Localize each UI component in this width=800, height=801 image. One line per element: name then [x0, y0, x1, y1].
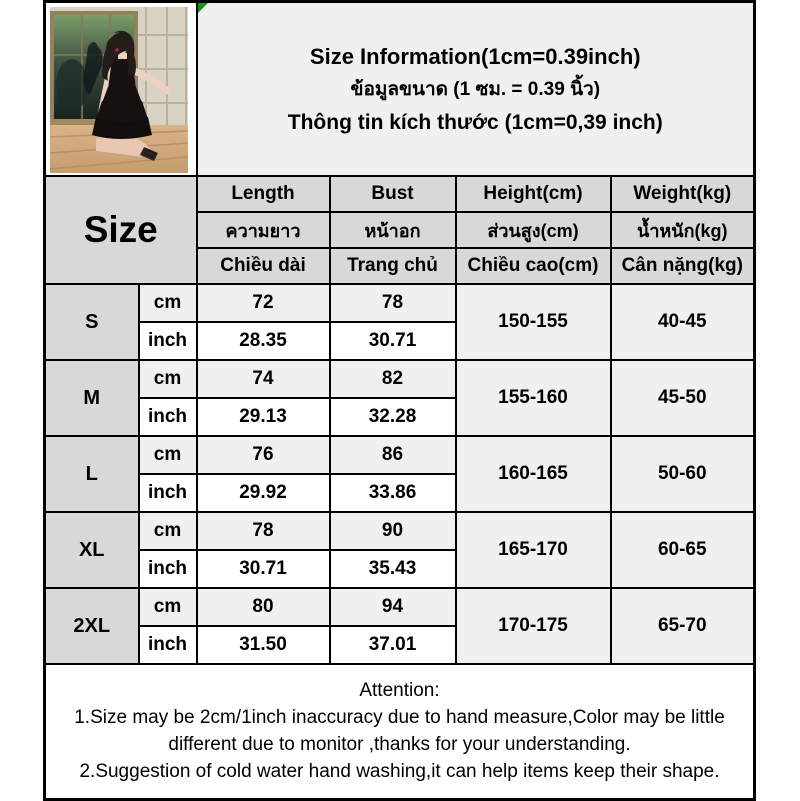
size-row-label: M: [45, 360, 139, 436]
height-range-value: 170-175: [456, 588, 611, 664]
unit-inch-label: inch: [139, 550, 197, 588]
col-header-length-vi: Chiều dài: [197, 248, 330, 284]
bust-inch-value: 33.86: [330, 474, 456, 512]
product-photo-cell: [45, 2, 197, 177]
col-header-weight-en: Weight(kg): [611, 176, 755, 212]
size-chart-table: [43, 0, 756, 801]
height-range-value: 165-170: [456, 512, 611, 588]
attention-heading: Attention:: [359, 680, 440, 702]
unit-inch-label: inch: [139, 474, 197, 512]
col-header-bust-th: หน้าอก: [330, 212, 456, 248]
bust-cm-value: 94: [330, 588, 456, 626]
size-chart-sheet: [43, 0, 753, 795]
weight-range-value: 60-65: [611, 512, 755, 588]
height-range-value: 155-160: [456, 360, 611, 436]
bust-inch-value: 32.28: [330, 398, 456, 436]
unit-cm-label: cm: [139, 360, 197, 398]
col-header-weight-vi: Cân nặng(kg): [611, 248, 755, 284]
title-thai: ข้อมูลขนาด (1 ซม. = 0.39 นิ้ว): [350, 78, 601, 100]
unit-cm-label: cm: [139, 436, 197, 474]
bust-inch-value: 35.43: [330, 550, 456, 588]
length-inch-value: 30.71: [197, 550, 330, 588]
col-header-length-en: Length: [197, 176, 330, 212]
weight-range-value: 40-45: [611, 284, 755, 360]
bust-cm-value: 82: [330, 360, 456, 398]
attention-line-2: 2.Suggestion of cold water hand washing,it can help items keep their shape.: [79, 761, 720, 783]
unit-inch-label: inch: [139, 322, 197, 360]
unit-cm-label: cm: [139, 284, 197, 322]
col-header-bust-en: Bust: [330, 176, 456, 212]
length-inch-value: 29.92: [197, 474, 330, 512]
bust-cm-value: 78: [330, 284, 456, 322]
bust-cm-value: 86: [330, 436, 456, 474]
title-english: Size Information(1cm=0.39inch): [309, 43, 641, 69]
weight-range-value: 65-70: [611, 588, 755, 664]
bust-inch-value: 30.71: [330, 322, 456, 360]
size-row-label: S: [45, 284, 139, 360]
length-cm-value: 80: [197, 588, 330, 626]
col-header-height-vi: Chiều cao(cm): [456, 248, 611, 284]
length-cm-value: 74: [197, 360, 330, 398]
length-inch-value: 31.50: [197, 626, 330, 664]
unit-cm-label: cm: [139, 512, 197, 550]
bust-cm-value: 90: [330, 512, 456, 550]
product-photo: [50, 7, 188, 173]
unit-cm-label: cm: [139, 588, 197, 626]
height-range-value: 150-155: [456, 284, 611, 360]
size-row-label: 2XL: [45, 588, 139, 664]
col-header-length-th: ความยาว: [197, 212, 330, 248]
bust-inch-value: 37.01: [330, 626, 456, 664]
length-cm-value: 76: [197, 436, 330, 474]
col-header-bust-vi: Trang chủ: [330, 248, 456, 284]
attention-line-1: 1.Size may be 2cm/1inch inaccuracy due to hand measure,Color may be little different due to monitor ,thanks for your understanding.: [74, 707, 725, 756]
size-row-label: XL: [45, 512, 139, 588]
length-cm-value: 78: [197, 512, 330, 550]
cell-corner-flag-icon: [198, 3, 208, 13]
col-header-height-th: ส่วนสูง(cm): [456, 212, 611, 248]
length-inch-value: 29.13: [197, 398, 330, 436]
weight-range-value: 50-60: [611, 436, 755, 512]
col-header-weight-th: น้ำหนัก(kg): [611, 212, 755, 248]
size-header: Size: [45, 176, 197, 284]
size-row-label: L: [45, 436, 139, 512]
length-inch-value: 28.35: [197, 322, 330, 360]
title-cell: [197, 2, 755, 177]
col-header-height-en: Height(cm): [456, 176, 611, 212]
weight-range-value: 45-50: [611, 360, 755, 436]
height-range-value: 160-165: [456, 436, 611, 512]
attention-note: [45, 664, 755, 799]
length-cm-value: 72: [197, 284, 330, 322]
unit-inch-label: inch: [139, 398, 197, 436]
unit-inch-label: inch: [139, 626, 197, 664]
title-vietnamese: Thông tin kích thước (1cm=0,39 inch): [287, 110, 663, 134]
